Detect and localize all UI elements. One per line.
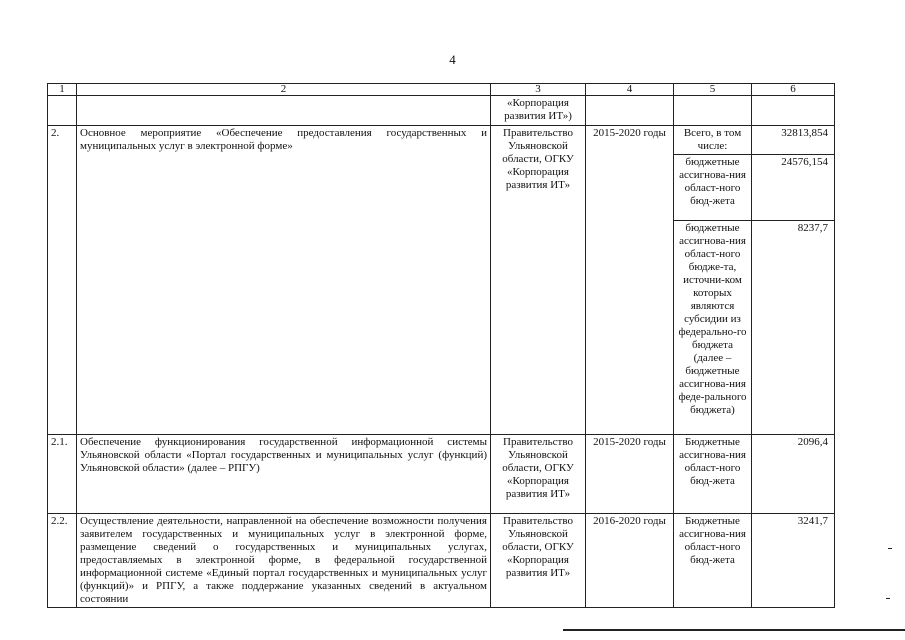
carry-desc-cell <box>77 96 491 126</box>
carry-amount-cell <box>752 96 835 126</box>
row-2-2-source: Бюджетные ассигнова-ния област-ного бюд-жета <box>674 514 752 608</box>
scan-dot-right-1 <box>888 548 892 549</box>
table-row-carry-over <box>48 96 835 126</box>
carry-source-cell <box>674 96 752 126</box>
table-row-2-1 <box>48 435 835 514</box>
row-2-2-years: 2016-2020 годы <box>586 514 674 608</box>
header-col-1: 1 <box>48 84 77 96</box>
row-2-1-org: Правительство Ульяновской области, ОГКУ «Корпорация развития ИТ» <box>491 435 586 514</box>
row-2-1-years: 2015-2020 годы <box>586 435 674 514</box>
row-2-1-source: Бюджетные ассигнова-ния област-ного бюд-жета <box>674 435 752 514</box>
row-2-2-amount: 3241,7 <box>752 514 835 608</box>
carry-num-cell <box>48 96 77 126</box>
table-row-2 <box>48 126 835 155</box>
carry-years-cell <box>586 96 674 126</box>
row-2-2-desc: Осуществление деятельности, направленной на обеспечение возможности получения заявителем государственных и муниципальных услуг в электронной форме, размещение сведений о государственных и муниципальных услугах, предоставляемых в электронной форме, в федеральной государственной информационной системе «Единый портал государственных и муниципальных услуг (функций)» и РПГУ, а также поддержание указанных сведений в актуальном состоянии <box>77 514 491 608</box>
row-2-years: 2015-2020 годы <box>586 126 674 435</box>
row-2-amount-total: 32813,854 <box>752 126 835 155</box>
row-2-2-org: Правительство Ульяновской области, ОГКУ «Корпорация развития ИТ» <box>491 514 586 608</box>
row-2-num: 2. <box>48 126 77 435</box>
row-2-source-total: Всего, в том числе: <box>674 126 752 155</box>
budget-table <box>47 83 835 608</box>
row-2-2-num: 2.2. <box>48 514 77 608</box>
header-col-4: 4 <box>586 84 674 96</box>
page-number: 4 <box>449 52 456 67</box>
scan-dot-right-2 <box>886 598 890 599</box>
scan-line-bottom <box>563 629 905 631</box>
row-2-desc: Основное мероприятие «Обеспечение предоставления государственных и муниципальных услуг в электронной форме» <box>77 126 491 435</box>
row-2-source-regional: бюджетные ассигнова-ния област-ного бюд-жета <box>674 155 752 221</box>
row-2-source-federal: бюджетные ассигнова-ния област-ного бюдже-та, источни-ком которых являются субсидии из федерально-го бюджета (далее – бюджетные ассигнова-ния феде-рального бюджета) <box>674 221 752 435</box>
header-col-6: 6 <box>752 84 835 96</box>
carry-org-cell: «Корпорация развития ИТ») <box>491 96 586 126</box>
row-2-1-desc: Обеспечение функционирования государственной информационной системы Ульяновской области «Портал государственных и муниципальных услуг (функций) Ульяновской области» (далее – РПГУ) <box>77 435 491 514</box>
table-header-row <box>48 84 835 96</box>
row-2-1-amount: 2096,4 <box>752 435 835 514</box>
header-col-3: 3 <box>491 84 586 96</box>
row-2-amount-regional: 24576,154 <box>752 155 835 221</box>
row-2-amount-federal: 8237,7 <box>752 221 835 435</box>
header-col-5: 5 <box>674 84 752 96</box>
row-2-1-num: 2.1. <box>48 435 77 514</box>
row-2-org: Правительство Ульяновской области, ОГКУ «Корпорация развития ИТ» <box>491 126 586 435</box>
header-col-2: 2 <box>77 84 491 96</box>
table-row-2-2 <box>48 514 835 608</box>
